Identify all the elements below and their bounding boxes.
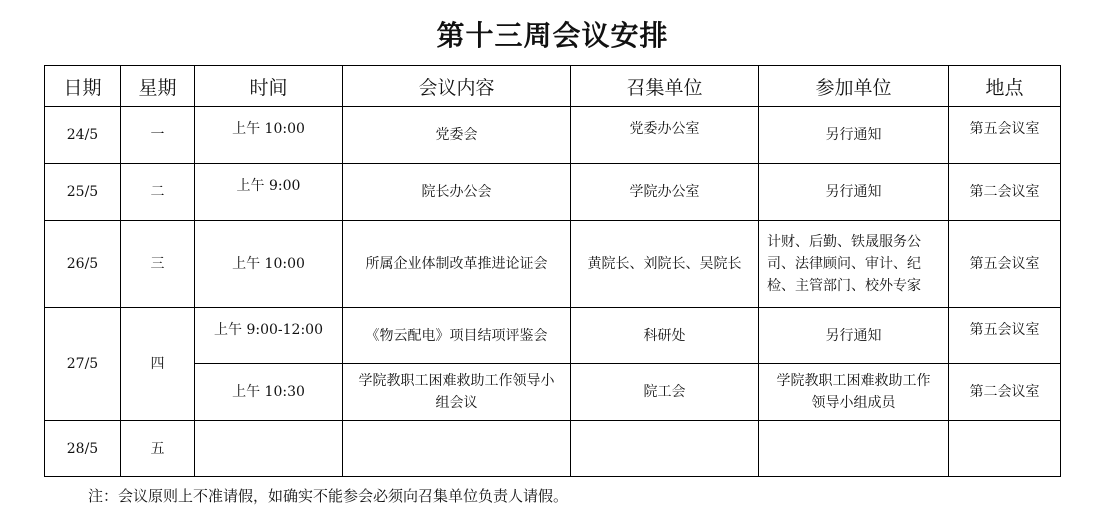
cell-time: 上午 10:00 xyxy=(195,221,343,308)
location-text: 第五会议室 xyxy=(969,121,1040,137)
cell-location: 第五会议室 xyxy=(949,221,1061,308)
cell-location xyxy=(949,107,1061,164)
cell-participants xyxy=(759,421,949,477)
cell-weekday: 二 xyxy=(121,164,195,221)
header-content: 会议内容 xyxy=(343,66,571,107)
location-text: 第五会议室 xyxy=(969,321,1040,338)
table-row xyxy=(45,221,1061,308)
cell-convener: 学院办公室 xyxy=(571,164,759,221)
table-row xyxy=(45,164,1061,221)
cell-convener xyxy=(571,421,759,477)
table-row xyxy=(45,421,1061,477)
page-title: 第十三周会议安排 xyxy=(436,19,669,52)
cell-weekday: 五 xyxy=(121,421,195,477)
cell-participants: 另行通知 xyxy=(759,308,949,364)
time-text: 上午 9:00 xyxy=(236,178,301,194)
header-participants: 参加单位 xyxy=(759,66,949,107)
header-convener: 召集单位 xyxy=(571,66,759,107)
table-row xyxy=(45,364,1061,421)
cell-date: 26/5 xyxy=(45,221,121,308)
cell-convener: 院工会 xyxy=(571,364,759,421)
time-text: 上午 9:00-12:00 xyxy=(214,321,323,338)
cell-participants: 计财、后勤、铁晟服务公司、法律顾问、审计、纪检、主管部门、校外专家 xyxy=(759,221,949,308)
cell-content: 党委会 xyxy=(343,107,571,164)
cell-weekday: 四 xyxy=(121,308,195,421)
cell-time: 上午 10:30 xyxy=(195,364,343,421)
cell-content: 《物云配电》项目结项评鉴会 xyxy=(343,308,571,364)
table-row xyxy=(45,107,1061,164)
cell-time xyxy=(195,421,343,477)
cell-weekday: 三 xyxy=(121,221,195,308)
cell-participants: 另行通知 xyxy=(759,107,949,164)
cell-convener xyxy=(571,107,759,164)
cell-time xyxy=(195,164,343,221)
cell-date: 28/5 xyxy=(45,421,121,477)
header-weekday: 星期 xyxy=(121,66,195,107)
cell-participants: 另行通知 xyxy=(759,164,949,221)
cell-content xyxy=(343,421,571,477)
cell-location: 第二会议室 xyxy=(949,364,1061,421)
cell-content: 学院教职工困难救助工作领导小组会议 xyxy=(343,364,571,421)
cell-location xyxy=(949,308,1061,364)
cell-weekday: 一 xyxy=(121,107,195,164)
footnote: 注：会议原则上不准请假，如确实不能参会必须向召集单位负责人请假。 xyxy=(88,487,569,505)
cell-convener: 黄院长、刘院长、吴院长 xyxy=(571,221,759,308)
meeting-schedule-table xyxy=(44,65,1061,477)
cell-location xyxy=(949,421,1061,477)
cell-date: 24/5 xyxy=(45,107,121,164)
cell-date: 27/5 xyxy=(45,308,121,421)
table-row xyxy=(45,308,1061,364)
header-date: 日期 xyxy=(45,66,121,107)
table-header-row xyxy=(45,66,1061,107)
time-text: 上午 10:00 xyxy=(232,121,305,137)
cell-participants: 学院教职工困难救助工作领导小组成员 xyxy=(759,364,949,421)
cell-location: 第二会议室 xyxy=(949,164,1061,221)
convener-text: 党委办公室 xyxy=(629,121,700,137)
header-time: 时间 xyxy=(195,66,343,107)
cell-content: 院长办公会 xyxy=(343,164,571,221)
cell-convener: 科研处 xyxy=(571,308,759,364)
cell-date: 25/5 xyxy=(45,164,121,221)
cell-time xyxy=(195,308,343,364)
header-location: 地点 xyxy=(949,66,1061,107)
cell-time xyxy=(195,107,343,164)
cell-content: 所属企业体制改革推进论证会 xyxy=(343,221,571,308)
